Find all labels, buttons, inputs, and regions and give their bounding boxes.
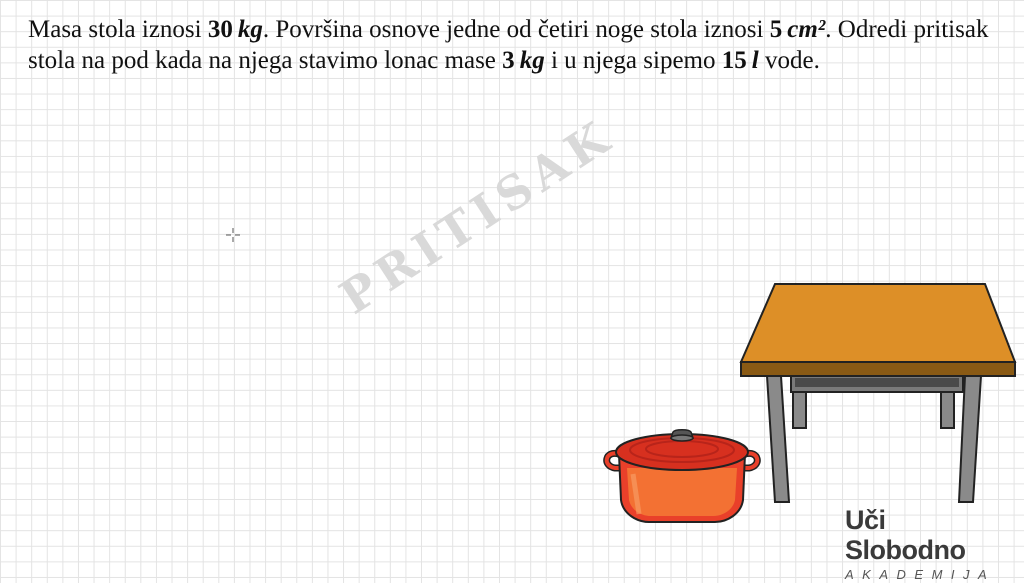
table-drawer [795, 378, 959, 387]
table-top-edge [741, 362, 1015, 376]
logo-main-text: Uči Slobodno [845, 505, 966, 565]
watermark: PRITISAK [330, 107, 624, 325]
pot-stripe [627, 468, 737, 516]
table-mass-value: 30 [207, 16, 233, 43]
table-top [741, 284, 1015, 362]
pot-mass-value: 3 [502, 47, 515, 74]
leg-area-unit: cm² [787, 16, 826, 43]
pot-mass-unit: kg [519, 47, 545, 74]
pot-illustration [603, 428, 761, 526]
problem-text-5: vode. [758, 47, 820, 74]
crosshair-cursor-icon [226, 228, 240, 242]
leg-area-value: 5 [769, 16, 783, 43]
problem-text-2: . Površina osnove jedne od četiri noge stola iznosi [262, 16, 770, 43]
table-illustration [735, 280, 1017, 510]
problem-statement [28, 14, 1013, 76]
problem-text-1: Masa stola iznosi [28, 16, 208, 43]
table-front-leg-left [767, 376, 789, 502]
water-volume-value: 15 [721, 47, 747, 74]
brand-logo [845, 505, 1005, 583]
table-mass-unit: kg [237, 16, 263, 43]
problem-text-4: i u njega sipemo [544, 47, 722, 74]
problem-text-3: . Odredi pritisak stola na pod kada na njega stavimo lonac mase [28, 16, 989, 74]
table-front-leg-right [959, 376, 981, 502]
logo-sub-text: AKADEMIJA [845, 567, 996, 582]
water-volume-unit: l [751, 47, 759, 74]
